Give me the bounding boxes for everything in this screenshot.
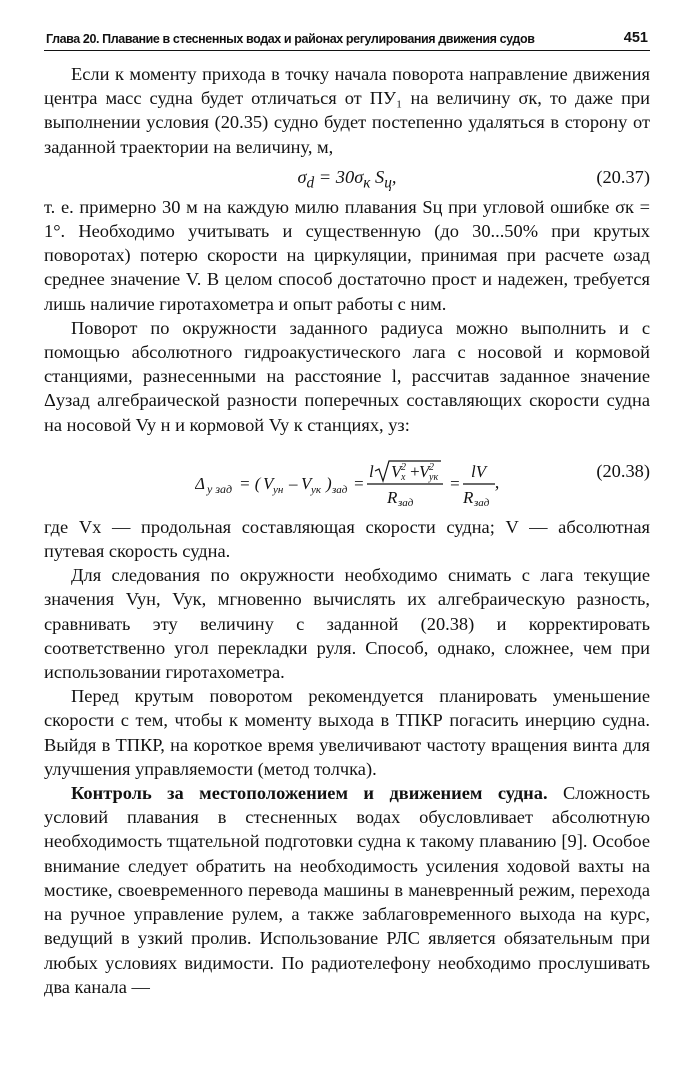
- svg-text:зад: зад: [473, 496, 490, 509]
- equation-expression: Δ y зад = ( V ун – V ук ) зад = l V x 2 + V ук 2 R зад = lV R зад ,: [44, 459, 650, 509]
- paragraph: Если к моменту прихода в точку начала поворота направление движения центра масс судна будет отличаться от ПУ₁ на величину σк, то даже при выполнении условия (20.35) судно будет постепенно удаляться в сторону от заданной траектории на величину, м,: [44, 64, 650, 157]
- svg-text:2: 2: [400, 461, 406, 473]
- svg-text:Δ: Δ: [194, 473, 205, 493]
- formula-graphic: [195, 459, 495, 509]
- equation-number: (20.37): [596, 166, 650, 187]
- paragraph-text: Сложность условий плавания в стесненных водах обусловливает абсолютную необходимость тщательной подготовки судна к такому плаванию [9]. Особое внимание следует обратить на необходимость усиления ходовой вахты на мостике, своевременного перевода машины в маневренный режим, перехода на ручное управление рулем, а также заблаговременного выхода на курс, ведущий в узкий пролив. Использование РЛС является обязательным при любых условиях видимости. По радиотелефону необходимо прослушивать два канала —: [44, 783, 650, 997]
- svg-text:V: V: [418, 461, 430, 481]
- svg-text:lV: lV: [470, 461, 486, 481]
- paragraph: Для следования по окружности необходимо снимать с лага текущие значения Vyн, Vyк, мгновенно вычислять их алгебраическую разность, сравнивать эту величину с заданной (20.38) и корректировать соответственно угол перекладки руля. Способ, однако, сложнее, чем при использовании гиротахометра.: [44, 565, 650, 683]
- svg-text:): ): [325, 473, 332, 493]
- page-body: [44, 62, 650, 999]
- chapter-title: Глава 20. Плавание в стесненных водах и районах регулирования движения судов: [46, 32, 535, 46]
- svg-text:ун: ун: [272, 483, 284, 496]
- equation-20-37: [44, 159, 650, 195]
- paragraph: где Vx — продольная составляющая скорости судна; V — абсолютная путевая скорость судна.: [44, 516, 650, 562]
- svg-text:2: 2: [428, 461, 434, 473]
- section-run-in-heading: Контроль за местоположением и движением судна.: [71, 783, 548, 804]
- svg-text:зад: зад: [331, 483, 348, 496]
- paragraph: Поворот по окружности заданного радиуса можно выполнить и с помощью абсолютного гидроакустического лага с носовой и кормовой станциями, разнесенными на расстояние l, рассчитав заданное значение Δyзад алгебраической разности поперечных составляющих скорости судна на носовой Vy н и кормовой Vy к станциях, уз:: [44, 317, 650, 435]
- svg-text:V: V: [262, 473, 274, 493]
- equation-20-38: [44, 437, 650, 515]
- page-number: 451: [623, 30, 648, 46]
- svg-text:x: x: [400, 471, 406, 483]
- paragraph: т. е. примерно 30 м на каждую милю плавания Sц при угловой ошибке σк = 1°. Необходимо учитывать и существенную (до 30...50% при крутых поворотах) потерю скорости на циркуляции, принимая при расчете ωзад среднее значение V. В целом способ достаточно прост и надежен, требуется лишь наличие гиротахометра и опыт работы с ним.: [44, 196, 650, 314]
- svg-text:= (: = (: [238, 473, 261, 493]
- svg-text:ук: ук: [428, 471, 438, 483]
- svg-text:ук: ук: [310, 483, 321, 496]
- svg-text:+: +: [408, 461, 421, 481]
- running-header: [44, 28, 650, 51]
- svg-text:V: V: [390, 461, 402, 481]
- paragraph: [44, 781, 650, 999]
- equation-expression: $\sigma_d = 30\sigma_к$ $S_ц$,: [297, 166, 397, 192]
- svg-text:V: V: [300, 473, 312, 493]
- svg-text:y зад: y зад: [206, 481, 232, 496]
- paragraph: Перед крутым поворотом рекомендуется планировать уменьшение скорости с тем, чтобы к моменту выхода в ТПКР погасить инерцию судна. Выйдя в ТПКР, на короткое время увеличивают частоту вращения винта для улучшения управляемости (метод толчка).: [44, 686, 650, 779]
- svg-text:–: –: [288, 473, 298, 493]
- svg-text:R: R: [386, 487, 398, 507]
- svg-text:=: =: [448, 473, 461, 493]
- svg-text:зад: зад: [397, 496, 414, 509]
- svg-text:=: =: [352, 473, 365, 493]
- equation-number: (20.38): [596, 460, 650, 481]
- svg-text:l: l: [368, 461, 374, 481]
- svg-text:R: R: [462, 487, 474, 507]
